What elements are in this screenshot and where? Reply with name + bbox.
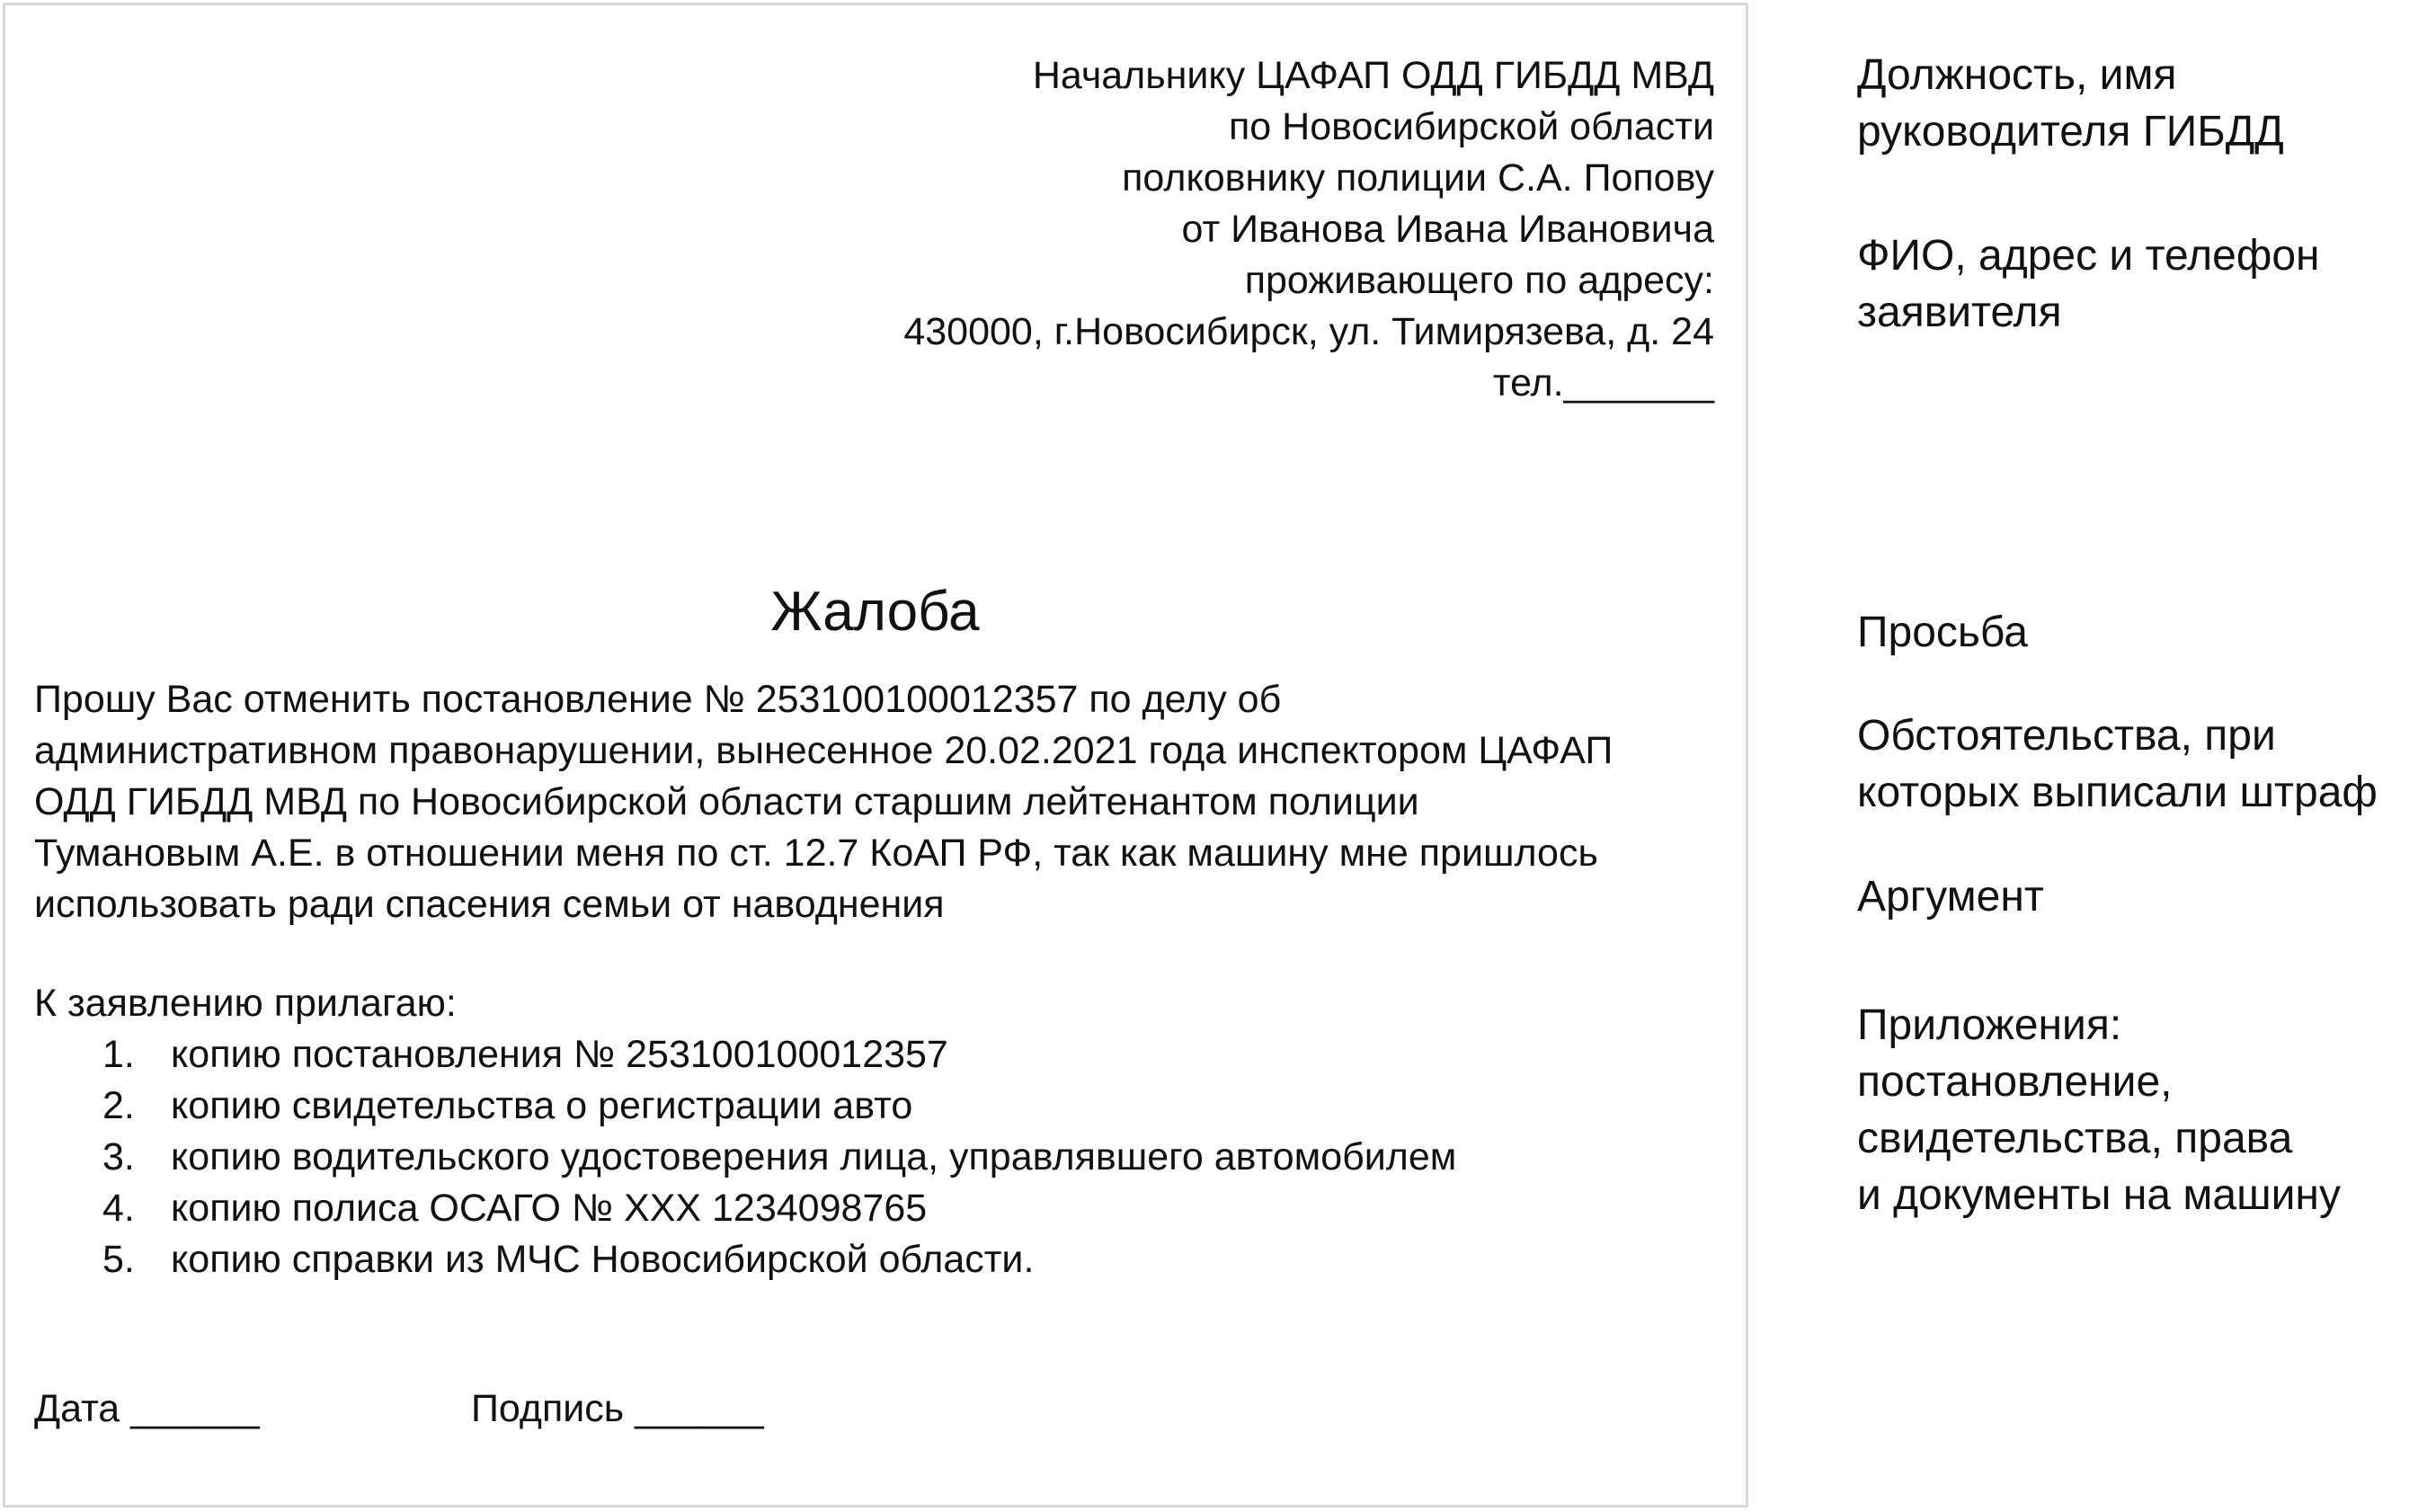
note-line: заявителя [1857, 289, 2062, 336]
note-line: Аргумент [1857, 873, 2044, 921]
header-line: от Иванова Ивана Ивановича [1181, 208, 1714, 251]
attachment-text: копию свидетельства о регистрации авто [171, 1084, 913, 1127]
note-line: Приложения: [1857, 1001, 2122, 1049]
note-request [1857, 604, 2028, 661]
note-line: свидетельства, права [1857, 1115, 2293, 1162]
note-line: и документы на машину [1857, 1171, 2341, 1219]
attachment-item [5, 1183, 1456, 1234]
note-position [1857, 47, 2284, 160]
note-line: Должность, имя [1857, 51, 2177, 99]
header-line: по Новосибирской области [1229, 105, 1714, 148]
header-line: тел._______ [1492, 361, 1714, 405]
note-line: руководителя ГИБДД [1857, 108, 2284, 156]
note-line: ФИО, адрес и телефон [1857, 232, 2320, 280]
document-title: Жалоба [770, 581, 980, 643]
header-line: Начальнику ЦАФАП ОДД ГИБДД МВД [1032, 54, 1714, 97]
date-field: Дата ______ [34, 1387, 260, 1430]
attachment-item [5, 1234, 1456, 1285]
attachment-text: копию постановления № 253100100012357 [171, 1033, 948, 1076]
note-applicant [1857, 227, 2320, 341]
header-line: проживающего по адресу: [1244, 259, 1714, 302]
attachment-text: копию полиса ОСАГО № XXX 1234098765 [171, 1187, 928, 1230]
body-line: Прошу Вас отменить постановление № 253100100012357 по делу об [34, 678, 1282, 721]
attachment-number: 2. [102, 1084, 135, 1127]
attachment-item [5, 1029, 1456, 1081]
attachment-text: копию справки из МЧС Новосибирской области. [171, 1238, 1035, 1281]
attachment-number: 5. [102, 1238, 135, 1281]
body-line: использовать ради спасения семьи от наводнения [34, 883, 945, 926]
note-line: постановление, [1857, 1058, 2173, 1106]
attachment-text: копию водительского удостоверения лица, управлявшего автомобилем [171, 1135, 1457, 1178]
attachment-item [5, 1132, 1456, 1183]
note-line: которых выписали штраф [1857, 769, 2378, 816]
note-line: Просьба [1857, 609, 2028, 656]
attachment-number: 1. [102, 1033, 135, 1076]
signature-field: Подпись ______ [471, 1387, 764, 1430]
note-line: Обстоятельства, при [1857, 712, 2276, 760]
body-line: ОДД ГИБДД МВД по Новосибирской области старшим лейтенантом полиции [34, 780, 1419, 823]
body-line: Тумановым А.Е. в отношении меня по ст. 12.7 КоАП РФ, так как машину мне пришлось [34, 832, 1598, 875]
note-argument [1857, 868, 2044, 925]
header-line: 430000, г.Новосибирск, ул. Тимирязева, д. 24 [903, 310, 1714, 353]
addressee-header [903, 50, 1714, 409]
attachment-number: 3. [102, 1135, 135, 1178]
attachment-item [5, 1081, 1456, 1132]
header-line: полковнику полиции С.А. Попову [1122, 156, 1714, 200]
body-line: административном правонарушении, вынесенное 20.02.2021 года инспектором ЦАФАП [34, 729, 1614, 772]
attachments-list [5, 1029, 1456, 1285]
attachment-number: 4. [102, 1187, 135, 1230]
note-attachments [1857, 997, 2341, 1223]
attachments-intro: К заявлению прилагаю: [34, 982, 457, 1025]
complaint-document [3, 3, 1748, 1508]
complaint-body [34, 674, 1724, 930]
note-circumstances [1857, 707, 2378, 821]
